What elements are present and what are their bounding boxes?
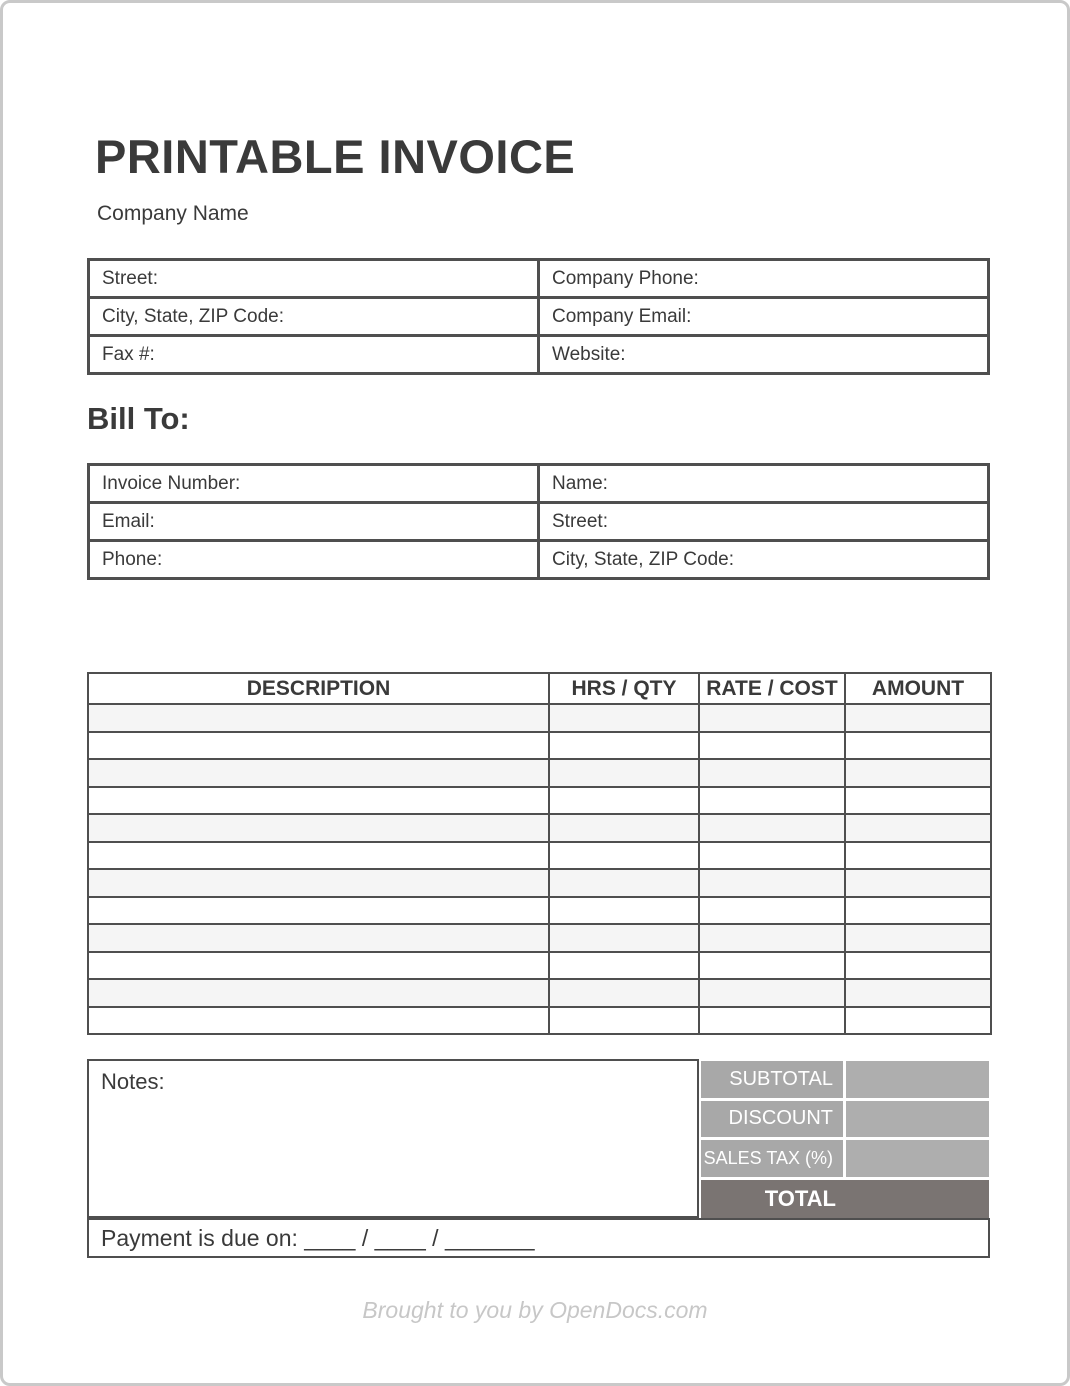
item-cell-empty: [88, 732, 549, 760]
item-cell-empty: [699, 924, 845, 952]
item-cell-empty: [88, 787, 549, 815]
field-label-email: Email:: [89, 503, 539, 541]
field-label-street: Street:: [89, 260, 539, 298]
item-cell-empty: [88, 814, 549, 842]
bill-to-row: [89, 541, 989, 579]
company-info-table: [87, 258, 990, 375]
discount-label: DISCOUNT: [701, 1101, 843, 1138]
subtotal-label: SUBTOTAL: [701, 1061, 843, 1098]
item-cell-empty: [845, 952, 991, 980]
item-cell-empty: [88, 869, 549, 897]
field-label-website: Website:: [539, 336, 989, 374]
column-header-hrs-qty: HRS / QTY: [549, 673, 699, 704]
item-cell-empty: [699, 842, 845, 870]
item-cell-empty: [549, 924, 699, 952]
field-label-phone: Phone:: [89, 541, 539, 579]
item-cell-empty: [549, 787, 699, 815]
item-cell-empty: [549, 814, 699, 842]
item-cell-empty: [845, 759, 991, 787]
field-label-name: Name:: [539, 465, 989, 503]
total-bar: [701, 1180, 989, 1218]
payment-due-text: Payment is due on: ____ / ____ / _______: [101, 1224, 535, 1251]
field-label-bill-city-state-zip: City, State, ZIP Code:: [539, 541, 989, 579]
company-info-row: [89, 298, 989, 336]
item-cell-empty: [549, 1007, 699, 1035]
item-cell-empty: [845, 787, 991, 815]
item-row: [88, 759, 991, 787]
item-cell-empty: [699, 952, 845, 980]
item-cell-empty: [88, 924, 549, 952]
page-title: PRINTABLE INVOICE: [95, 130, 576, 183]
item-cell-empty: [549, 869, 699, 897]
bill-to-heading: Bill To:: [87, 401, 190, 436]
item-cell-empty: [845, 704, 991, 732]
column-header-amount: AMOUNT: [845, 673, 991, 704]
field-label-company-phone: Company Phone:: [539, 260, 989, 298]
item-cell-empty: [845, 869, 991, 897]
company-info-row: [89, 260, 989, 298]
notes-box: [87, 1059, 699, 1218]
bill-to-row: [89, 465, 989, 503]
field-label-invoice-number: Invoice Number:: [89, 465, 539, 503]
item-row: [88, 814, 991, 842]
item-cell-empty: [845, 979, 991, 1007]
company-info-row: [89, 336, 989, 374]
item-row: [88, 732, 991, 760]
field-label-company-email: Company Email:: [539, 298, 989, 336]
item-cell-empty: [845, 924, 991, 952]
item-cell-empty: [88, 1007, 549, 1035]
item-cell-empty: [549, 732, 699, 760]
item-row: [88, 1007, 991, 1035]
item-cell-empty: [549, 897, 699, 925]
item-cell-empty: [845, 897, 991, 925]
item-cell-empty: [845, 842, 991, 870]
field-label-bill-street: Street:: [539, 503, 989, 541]
payment-due-row: [87, 1218, 990, 1258]
item-row: [88, 787, 991, 815]
item-cell-empty: [549, 759, 699, 787]
item-cell-empty: [88, 704, 549, 732]
field-label-city-state-zip: City, State, ZIP Code:: [89, 298, 539, 336]
sales-tax-label: SALES TAX (%): [701, 1140, 843, 1177]
company-name: Company Name: [97, 202, 249, 225]
item-row: [88, 897, 991, 925]
footer-credit: Brought to you by OpenDocs.com: [362, 1297, 708, 1323]
item-cell-empty: [549, 704, 699, 732]
item-cell-empty: [845, 814, 991, 842]
items-header-row: [88, 673, 991, 704]
item-cell-empty: [699, 869, 845, 897]
item-cell-empty: [699, 979, 845, 1007]
summary-totals: [701, 1061, 991, 1218]
item-cell-empty: [699, 1007, 845, 1035]
notes-label: Notes:: [101, 1069, 165, 1094]
column-header-description: DESCRIPTION: [88, 673, 549, 704]
total-label: TOTAL: [764, 1185, 836, 1211]
item-row: [88, 979, 991, 1007]
item-cell-empty: [88, 759, 549, 787]
discount-amount-cell: [846, 1101, 989, 1138]
item-cell-empty: [88, 897, 549, 925]
field-label-fax: Fax #:: [89, 336, 539, 374]
column-header-rate-cost: RATE / COST: [699, 673, 845, 704]
item-cell-empty: [699, 759, 845, 787]
bill-to-row: [89, 503, 989, 541]
item-cell-empty: [699, 732, 845, 760]
item-row: [88, 869, 991, 897]
item-cell-empty: [845, 732, 991, 760]
item-row: [88, 924, 991, 952]
item-cell-empty: [845, 1007, 991, 1035]
item-cell-empty: [549, 842, 699, 870]
item-cell-empty: [549, 979, 699, 1007]
item-row: [88, 704, 991, 732]
item-cell-empty: [88, 952, 549, 980]
item-cell-empty: [699, 897, 845, 925]
item-row: [88, 842, 991, 870]
sales-tax-amount-cell: [846, 1140, 989, 1177]
subtotal-amount-cell: [846, 1061, 989, 1098]
item-cell-empty: [699, 787, 845, 815]
item-cell-empty: [699, 814, 845, 842]
items-body: [88, 704, 991, 1034]
item-cell-empty: [88, 842, 549, 870]
item-cell-empty: [699, 704, 845, 732]
bill-to-table: [87, 463, 990, 580]
line-items-table: [87, 672, 992, 1035]
item-row: [88, 952, 991, 980]
item-cell-empty: [549, 952, 699, 980]
item-cell-empty: [88, 979, 549, 1007]
